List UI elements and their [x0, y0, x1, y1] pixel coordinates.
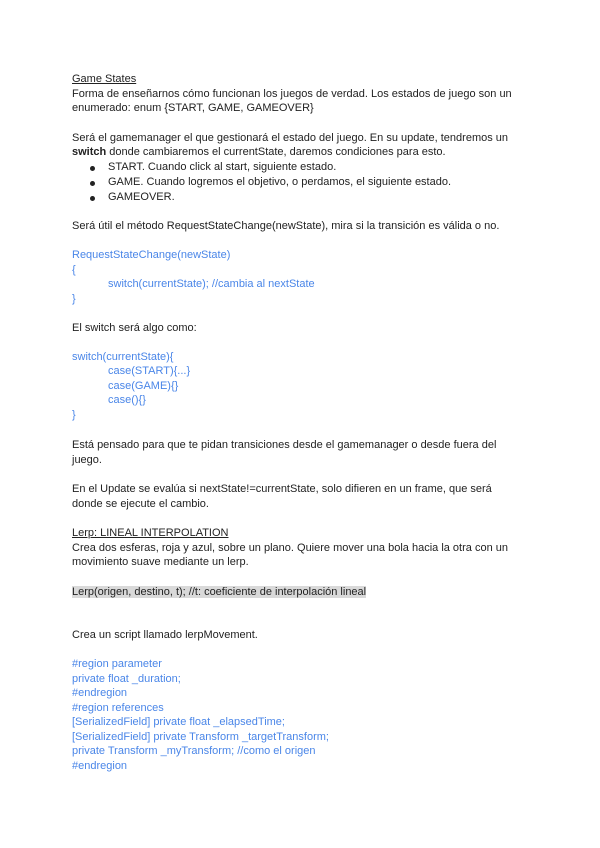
bullet-icon	[90, 181, 95, 186]
paragraph-line: El switch será algo como:	[72, 322, 197, 334]
code-line: }	[72, 409, 76, 421]
paragraph-line: movimiento suave mediante un lerp.	[72, 556, 249, 568]
section-title-lerp: Lerp: LINEAL INTERPOLATION	[72, 527, 229, 539]
list-item: GAME. Cuando logremos el objetivo, o perdamos, el siguiente estado.	[108, 176, 452, 188]
code-line: case(START){...}	[108, 365, 191, 377]
code-line: #region parameter	[72, 658, 162, 670]
code-line: {	[72, 264, 76, 276]
bullet-icon	[90, 196, 95, 201]
paragraph-line: Está pensado para que te pidan transiciones desde el gamemanager o desde fuera del	[72, 439, 497, 451]
code-line: [SerializedField] private Transform _targetTransform;	[72, 731, 329, 743]
paragraph-line: Será el gamemanager el que gestionará el estado del juego. En su update, tendremos un	[72, 132, 509, 144]
paragraph-text: donde cambiaremos el currentState, daremos condiciones para esto.	[106, 146, 446, 158]
code-line: switch(currentState); //cambia al nextState	[108, 278, 315, 290]
code-line: private float _duration;	[72, 673, 181, 685]
paragraph-line	[72, 145, 446, 160]
formula-line	[72, 585, 366, 600]
section-title-game-states: Game States	[72, 73, 137, 85]
paragraph-line: juego.	[72, 454, 102, 466]
paragraph-line: donde se ejecute el cambio.	[72, 498, 209, 510]
paragraph-line: Será útil el método RequestStateChange(newState), mira si la transición es válida o no.	[72, 220, 500, 232]
code-line: #endregion	[72, 687, 128, 699]
list-item: START. Cuando click al start, siguiente estado.	[108, 161, 337, 173]
code-line: #region references	[72, 702, 164, 714]
highlighted-formula: Lerp(origen, destino, t); //t: coeficiente de interpolación lineal	[72, 586, 367, 598]
bullet-icon	[90, 166, 95, 171]
paragraph-line: Crea dos esferas, roja y azul, sobre un plano. Quiere mover una bola hacia la otra con un	[72, 542, 508, 554]
bold-keyword: switch	[72, 146, 107, 158]
paragraph-line: Forma de enseñarnos cómo funcionan los juegos de verdad. Los estados de juego son un	[72, 88, 512, 100]
code-line: case(GAME){}	[108, 380, 179, 392]
code-line: #endregion	[72, 760, 128, 772]
code-line: case(){}	[108, 394, 146, 406]
code-line: switch(currentState){	[72, 351, 174, 363]
list-item: GAMEOVER.	[108, 191, 175, 203]
code-line: }	[72, 293, 76, 305]
code-line: private Transform _myTransform; //como el origen	[72, 745, 316, 757]
paragraph-line: Crea un script llamado lerpMovement.	[72, 629, 258, 641]
code-line: RequestStateChange(newState)	[72, 249, 231, 261]
code-line: [SerializedField] private float _elapsedTime;	[72, 716, 285, 728]
paragraph-line: En el Update se evalúa si nextState!=currentState, solo difieren en un frame, que será	[72, 483, 492, 495]
paragraph-line: enumerado: enum {START, GAME, GAMEOVER}	[72, 102, 314, 114]
